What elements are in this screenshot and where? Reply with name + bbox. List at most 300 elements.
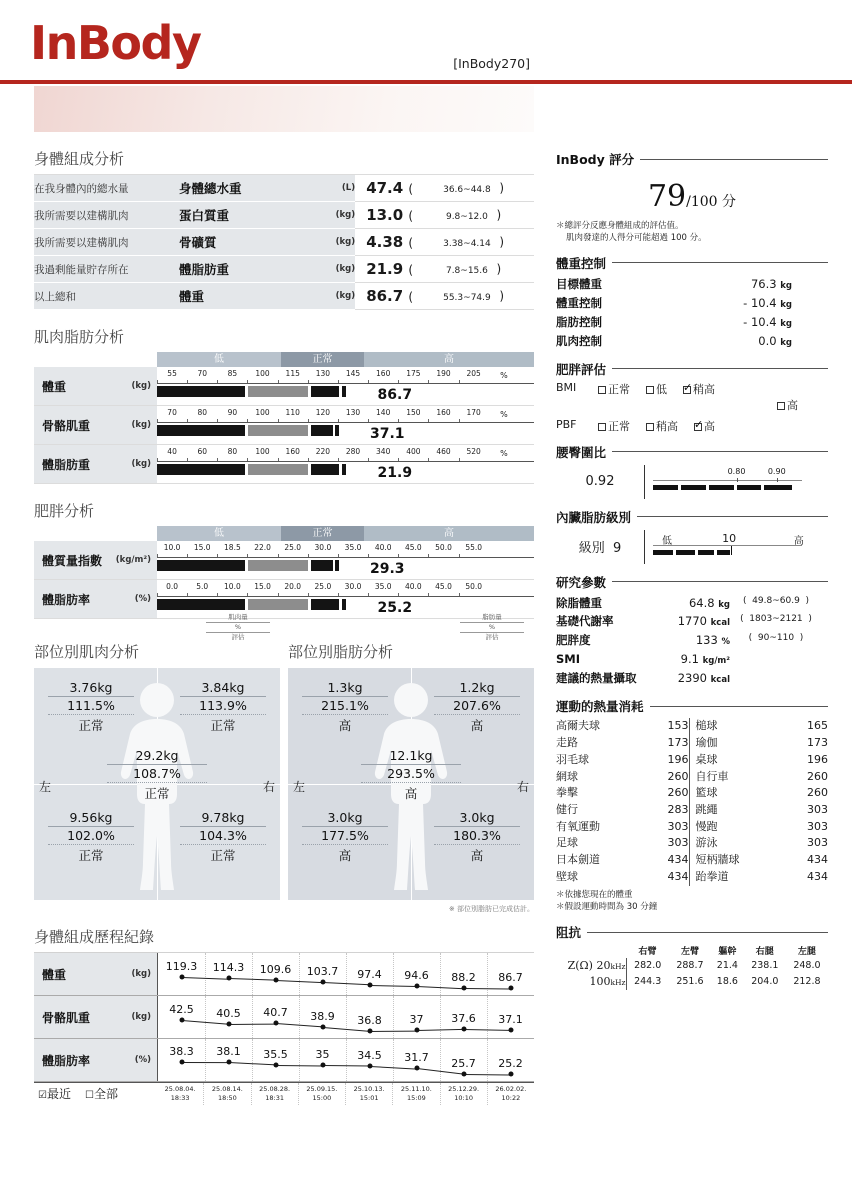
right-leg-mass: 9.78kg	[180, 810, 266, 827]
data-point-label: 40.7	[263, 1006, 288, 1020]
inbody-score-title: InBody 評分	[556, 152, 635, 167]
impedance-value: 282.0	[634, 960, 662, 972]
exercise-calories: 283	[667, 802, 689, 816]
bar-fill	[157, 599, 534, 610]
header-banner	[34, 86, 534, 132]
left-arm-percent: 215.1%	[302, 698, 388, 715]
axis-tick: 170	[466, 408, 481, 417]
option-稍高[interactable]: ✓ 稍高	[683, 381, 715, 397]
grid-line	[205, 953, 206, 995]
trunk	[107, 748, 207, 802]
data-point-label: 38.3	[169, 1045, 194, 1059]
history-series-row	[34, 953, 534, 996]
legend-line-1: 脂肪量	[460, 613, 524, 623]
visceral-scale-area	[644, 530, 828, 564]
impedance-value: 251.6	[676, 976, 704, 988]
checkbox-icon[interactable]	[777, 402, 785, 410]
row-label: 肌肉控制	[556, 333, 602, 348]
eval-options	[598, 381, 828, 397]
segmental-fat-footnote: ※ 部位別脂肪已完成估計。	[448, 905, 534, 913]
trunk	[361, 748, 461, 802]
history-date: 25.12.29.	[448, 1085, 480, 1093]
percent-symbol: %	[500, 449, 508, 458]
option-高[interactable]: 高	[777, 397, 798, 413]
param-value: 133 %	[695, 633, 730, 648]
right-leg-mass: 3.0kg	[434, 810, 520, 827]
zone-normal-label: 正常	[281, 352, 364, 367]
data-point-label: 97.4	[357, 967, 382, 981]
history-time: 18:50	[218, 1093, 237, 1102]
history-date-cell	[440, 1083, 487, 1105]
header-line	[637, 516, 828, 517]
impedance-value: 238.1	[751, 960, 779, 972]
eval-key: PBF	[556, 417, 577, 431]
muscle-fat-title: 肌肉脂肪分析	[34, 328, 125, 346]
whr-scale-area	[644, 465, 828, 499]
obesity-analysis-section	[34, 500, 534, 619]
exercise-row	[556, 835, 689, 852]
data-point	[508, 1072, 513, 1077]
inbody-score-value: 79	[647, 179, 687, 214]
weight-control-row	[556, 294, 828, 313]
data-point	[320, 1024, 325, 1029]
bar-row	[34, 541, 534, 580]
row-name: 蛋白質重	[179, 202, 303, 229]
exercise-calories: 434	[807, 853, 828, 867]
eval-key: BMI	[556, 380, 577, 394]
exercise-name: 走路	[556, 736, 578, 750]
bar-row-unit: (kg)	[131, 420, 151, 430]
option-稍高[interactable]: 稍高	[646, 418, 678, 434]
left-arm	[302, 680, 388, 734]
impedance-value: 288.7	[676, 960, 704, 972]
grid-line	[299, 1039, 300, 1081]
axis-tick: 85	[227, 369, 238, 378]
axis-tick: 60	[197, 447, 208, 456]
whr-section	[556, 443, 828, 499]
exercise-calories: 434	[807, 869, 828, 883]
row-unit: (kg)	[303, 283, 355, 310]
visceral-fat-value: 級別 9	[578, 541, 622, 556]
impedance-frequency: 100kHz	[556, 974, 626, 990]
research-param-row	[556, 650, 828, 669]
obesity-eval-title: 肥胖評估	[556, 361, 607, 377]
history-date: 25.10.13.	[353, 1085, 385, 1093]
bar-axis-line	[157, 557, 534, 558]
exercise-calories-section	[556, 697, 828, 914]
legend-line-2: %	[206, 623, 270, 633]
series-line-segment	[463, 988, 510, 990]
header-rule	[0, 80, 852, 84]
obesity-eval-section	[556, 360, 828, 434]
param-value: 1770 kcal	[677, 614, 730, 629]
obesity-zone-header	[34, 526, 534, 541]
grid-line	[205, 996, 206, 1038]
zone-header-pad	[34, 352, 157, 367]
series-line-segment	[229, 1023, 276, 1024]
series-unit: (kg)	[131, 969, 151, 979]
exercise-calories: 434	[667, 853, 689, 867]
exercise-calories: 173	[667, 736, 689, 750]
weight-control-section	[556, 254, 828, 351]
whr-value: 0.92	[585, 474, 615, 489]
history-date: 26.02.02.	[495, 1085, 527, 1093]
bar-row-unit: (%)	[134, 594, 151, 604]
axis-tick: 10.0	[224, 582, 241, 591]
table-row	[34, 256, 534, 283]
axis-tick: 30.0	[344, 582, 362, 591]
data-point-label: 40.5	[216, 1006, 241, 1020]
data-point	[367, 1063, 372, 1068]
right-arm-mass: 1.2kg	[434, 680, 520, 697]
grid-line	[487, 996, 488, 1038]
history-date-axis	[34, 1082, 534, 1105]
right-leg-eval: 正常	[210, 848, 236, 863]
bar-row	[34, 445, 534, 484]
data-point	[461, 1071, 466, 1076]
data-point-label: 25.2	[498, 1057, 523, 1071]
exercise-calories: 153	[667, 719, 689, 733]
header-line	[612, 368, 828, 369]
history-date-cell	[251, 1083, 298, 1105]
impedance-header	[556, 923, 828, 941]
bar-axis	[157, 543, 534, 558]
bar-axis	[157, 408, 534, 423]
axis-tick: 150	[406, 408, 421, 417]
history-title: 身體組成歷程紀錄	[34, 928, 155, 946]
data-point	[414, 1066, 419, 1071]
param-value: 64.8 kg	[688, 595, 730, 610]
history-date: 25.08.04.	[164, 1085, 196, 1093]
whr-title: 腰臀圍比	[556, 444, 607, 460]
exercise-row	[696, 819, 829, 836]
data-point-label: 37	[409, 1013, 424, 1027]
axis-tick: 130	[315, 369, 331, 378]
bar-axis-line	[157, 383, 534, 384]
exercise-calories-title: 運動的熱量消耗	[556, 699, 644, 715]
header-line	[587, 932, 828, 933]
data-point-label: 36.8	[357, 1013, 382, 1027]
axis-tick: 50.0	[435, 543, 452, 552]
history-date-cell	[487, 1083, 534, 1105]
score-note-line-1: ＊總評分反應身體組成的評估值。	[556, 221, 684, 231]
option-正常[interactable]: 正常	[598, 418, 630, 434]
bar-row-plot	[157, 445, 534, 483]
data-point	[226, 976, 231, 981]
percent-symbol: %	[500, 410, 508, 419]
legend-line-3: 評估	[231, 633, 245, 642]
exercise-row	[556, 869, 689, 886]
series-line-segment	[369, 985, 416, 987]
impedance-frequency: Z(Ω) 20kHz	[556, 958, 626, 974]
axis-tick: 130	[345, 408, 361, 417]
zone-header-pad	[34, 526, 157, 541]
data-point	[508, 1028, 513, 1033]
visceral-fat-header	[556, 508, 828, 526]
data-point-label: 35	[315, 1048, 330, 1062]
inbody-score-denominator: /100 分	[686, 194, 737, 210]
axis-tick: 25.0	[284, 543, 302, 552]
exercise-name: 高爾夫球	[556, 719, 600, 733]
data-point	[461, 1027, 466, 1032]
row-range: 55.3~74.9 )	[413, 283, 534, 310]
checkbox-icon[interactable]	[646, 386, 654, 394]
left-arm-eval: 正常	[78, 718, 104, 733]
axis-tick: 340	[376, 447, 391, 456]
checkbox-icon[interactable]	[694, 423, 702, 431]
history-date: 25.08.14.	[211, 1085, 243, 1093]
exercise-row	[696, 785, 829, 802]
header-line	[612, 581, 828, 582]
left-side-label: 左	[293, 780, 306, 794]
muscle-fat-section	[34, 326, 534, 484]
exercise-row	[556, 785, 689, 802]
axis-tick: 70	[197, 369, 208, 378]
weight-control-row	[556, 313, 828, 332]
bar-fill	[157, 425, 534, 436]
history-time: 15:00	[312, 1093, 332, 1102]
grid-line	[393, 1039, 394, 1081]
history-all-toggle[interactable]: ☐全部	[84, 1087, 118, 1102]
table-row	[34, 229, 534, 256]
right-leg-percent: 180.3%	[434, 828, 520, 845]
right-arm-percent: 207.6%	[434, 698, 520, 715]
exercise-name: 日本劍道	[556, 853, 600, 867]
axis-tick: 100	[255, 369, 270, 378]
whr-fill	[653, 485, 792, 490]
data-point	[273, 1062, 278, 1067]
option-高[interactable]: ✓ 高	[694, 418, 715, 434]
impedance-column-header: 左臂	[680, 947, 699, 958]
exercise-row	[556, 752, 689, 769]
right-column	[556, 150, 828, 999]
header-line	[650, 706, 828, 707]
impedance-value: 21.4	[716, 960, 738, 972]
segmental-lean-legend	[206, 613, 270, 642]
checkbox-icon[interactable]	[598, 423, 606, 431]
eval-options	[598, 418, 828, 434]
exercise-row	[556, 718, 689, 735]
row-range: 3.38~4.14 )	[413, 229, 534, 256]
axis-tick: 110	[285, 408, 300, 417]
exercise-name: 拳擊	[556, 786, 578, 800]
research-param-row	[556, 594, 828, 613]
data-point-label: 37.6	[451, 1012, 476, 1026]
option-低[interactable]: 低	[646, 381, 667, 397]
bar-row-unit: (kg)	[131, 381, 151, 391]
series-line-segment	[275, 1065, 322, 1066]
left-column	[34, 148, 534, 1105]
weight-control-row	[556, 332, 828, 351]
data-point-label: 31.7	[404, 1051, 429, 1065]
row-range: 36.6~44.8 )	[413, 175, 534, 202]
left-leg-percent: 177.5%	[302, 828, 388, 845]
exercise-name: 網球	[556, 769, 578, 783]
row-value: 13.0 (	[355, 202, 413, 229]
data-point	[273, 978, 278, 983]
exercise-name: 健行	[556, 802, 578, 816]
history-date: 25.08.28.	[259, 1085, 291, 1093]
table-row	[34, 175, 534, 202]
param-range: ( 49.8~60.9 )	[742, 595, 810, 606]
data-point-label: 25.7	[451, 1056, 476, 1070]
exercise-calories: 434	[667, 869, 689, 883]
weight-control-title: 體重控制	[556, 255, 607, 271]
row-name: 體脂肪重	[179, 256, 303, 283]
data-point-label: 103.7	[306, 965, 339, 979]
body-composition-section	[34, 148, 534, 310]
bar-row-plot	[157, 406, 534, 444]
history-time: 18:33	[170, 1093, 190, 1102]
axis-tick: 160	[436, 408, 451, 417]
right-arm	[434, 680, 520, 734]
option-正常[interactable]: 正常	[598, 381, 630, 397]
exercise-calories: 303	[667, 836, 689, 850]
exercise-row	[556, 852, 689, 869]
left-arm-percent: 111.5%	[48, 698, 134, 715]
exercise-row	[696, 835, 829, 852]
header-line	[612, 451, 828, 452]
impedance-value: 244.3	[634, 976, 662, 988]
left-arm-eval: 高	[338, 718, 352, 733]
axis-tick: 160	[285, 447, 300, 456]
axis-tick: 15.0	[254, 582, 271, 591]
impedance-column-header: 軀幹	[718, 947, 737, 958]
weight-control-row	[556, 275, 828, 294]
grid-line	[252, 1039, 253, 1081]
exercise-name: 桌球	[695, 752, 718, 766]
param-value: 9.1 kg/m²	[680, 652, 730, 667]
exercise-row	[696, 735, 829, 752]
exercise-calories: 165	[807, 719, 828, 733]
axis-tick: 190	[436, 369, 451, 378]
axis-tick: 10.0	[163, 543, 181, 552]
left-arm	[48, 680, 134, 734]
bar-row	[34, 406, 534, 445]
param-label: 建議的熱量攝取	[556, 671, 637, 686]
history-series-label	[34, 1039, 157, 1081]
zone-high-label: 高	[364, 526, 534, 541]
legend-line-3: 評估	[485, 633, 499, 642]
history-date-cell	[203, 1083, 250, 1105]
checkbox-icon[interactable]	[598, 386, 606, 394]
bar-axis-line	[157, 422, 534, 423]
left-leg-eval: 正常	[78, 848, 104, 863]
exercise-calories: 303	[807, 802, 828, 816]
row-hint: 在我身體內的總水量	[34, 175, 179, 202]
visceral-high-label: 高	[793, 535, 804, 547]
right-arm	[180, 680, 266, 734]
row-value: 47.4 (	[355, 175, 413, 202]
table-row	[34, 202, 534, 229]
data-point-label: 109.6	[259, 963, 292, 977]
obesity-eval-row	[556, 381, 828, 397]
history-series-label	[34, 953, 157, 995]
exercise-calories: 303	[807, 819, 828, 833]
row-range: 9.8~12.0 )	[413, 202, 534, 229]
exercise-calories: 303	[807, 836, 828, 850]
axis-tick: 22.0	[254, 543, 271, 552]
data-point	[461, 985, 466, 990]
grid-line	[346, 1039, 347, 1081]
axis-tick: 18.5	[224, 543, 241, 552]
grid-line	[205, 1039, 206, 1081]
trunk-mass: 12.1kg	[361, 748, 461, 765]
grid-line	[440, 1039, 441, 1081]
score-note-line-2: 肌肉發達的人得分可能超過 100 分。	[566, 233, 707, 244]
bar-value: 21.9	[377, 465, 413, 481]
bar-row-unit: (kg)	[131, 459, 151, 469]
data-point	[508, 986, 513, 991]
history-date: 25.09.15.	[306, 1085, 338, 1093]
bar-row-plot	[157, 367, 534, 405]
exercise-name: 籃球	[695, 786, 718, 800]
exercise-name: 跳繩	[695, 802, 718, 816]
checkbox-icon[interactable]	[683, 386, 691, 394]
left-leg-mass: 9.56kg	[48, 810, 134, 827]
data-point-label: 35.5	[263, 1047, 288, 1061]
body-composition-table	[34, 174, 534, 310]
axis-tick: 460	[436, 447, 451, 456]
exercise-calories: 196	[807, 752, 828, 766]
exercise-note-2: ＊假設運動時間為 30 分鐘	[556, 902, 658, 913]
whr-header	[556, 443, 828, 461]
exercise-row	[556, 735, 689, 752]
history-range-toggles	[34, 1083, 157, 1105]
row-name: 骨礦質	[179, 229, 303, 256]
exercise-row	[696, 869, 829, 886]
header-line	[612, 262, 828, 263]
exercise-name: 慢跑	[695, 819, 718, 833]
axis-tick: 35.0	[344, 543, 362, 552]
bar-row	[34, 580, 534, 619]
checkbox-icon[interactable]	[646, 423, 654, 431]
param-label: SMI	[556, 652, 581, 667]
history-date-cell	[298, 1083, 345, 1105]
data-point	[179, 1060, 184, 1065]
right-leg-eval: 高	[470, 848, 484, 863]
axis-tick: 115	[285, 369, 300, 378]
visceral-fill	[653, 550, 730, 555]
whr-tickmark-0	[737, 478, 738, 482]
bar-row	[34, 367, 534, 406]
visceral-fat-gauge	[556, 530, 828, 564]
trunk-percent: 108.7%	[107, 766, 207, 783]
exercise-row	[696, 769, 829, 786]
segmental-fat-legend	[460, 613, 524, 642]
visceral-scale-line	[653, 545, 802, 546]
left-leg	[302, 810, 388, 864]
data-point-label: 94.6	[404, 968, 429, 982]
grid-line	[299, 996, 300, 1038]
inbody-score-note	[556, 220, 828, 245]
axis-tick: 205	[466, 369, 481, 378]
data-point-label: 114.3	[212, 961, 245, 975]
inbody-score-value-wrap	[556, 171, 828, 218]
bar-row-name: 體質量指數	[42, 553, 103, 568]
bar-row-name: 體重	[42, 379, 67, 394]
research-params-title: 研究參數	[556, 574, 607, 590]
axis-tick: 35.0	[374, 582, 392, 591]
history-section	[34, 926, 534, 1105]
exercise-calories: 196	[667, 752, 689, 766]
series-name: 骨骼肌重	[42, 1010, 91, 1025]
history-series-row	[34, 996, 534, 1039]
history-recent-toggle[interactable]: ☑最近	[38, 1087, 71, 1102]
axis-tick: 140	[376, 408, 391, 417]
data-point	[414, 983, 419, 988]
axis-tick: 175	[406, 369, 421, 378]
